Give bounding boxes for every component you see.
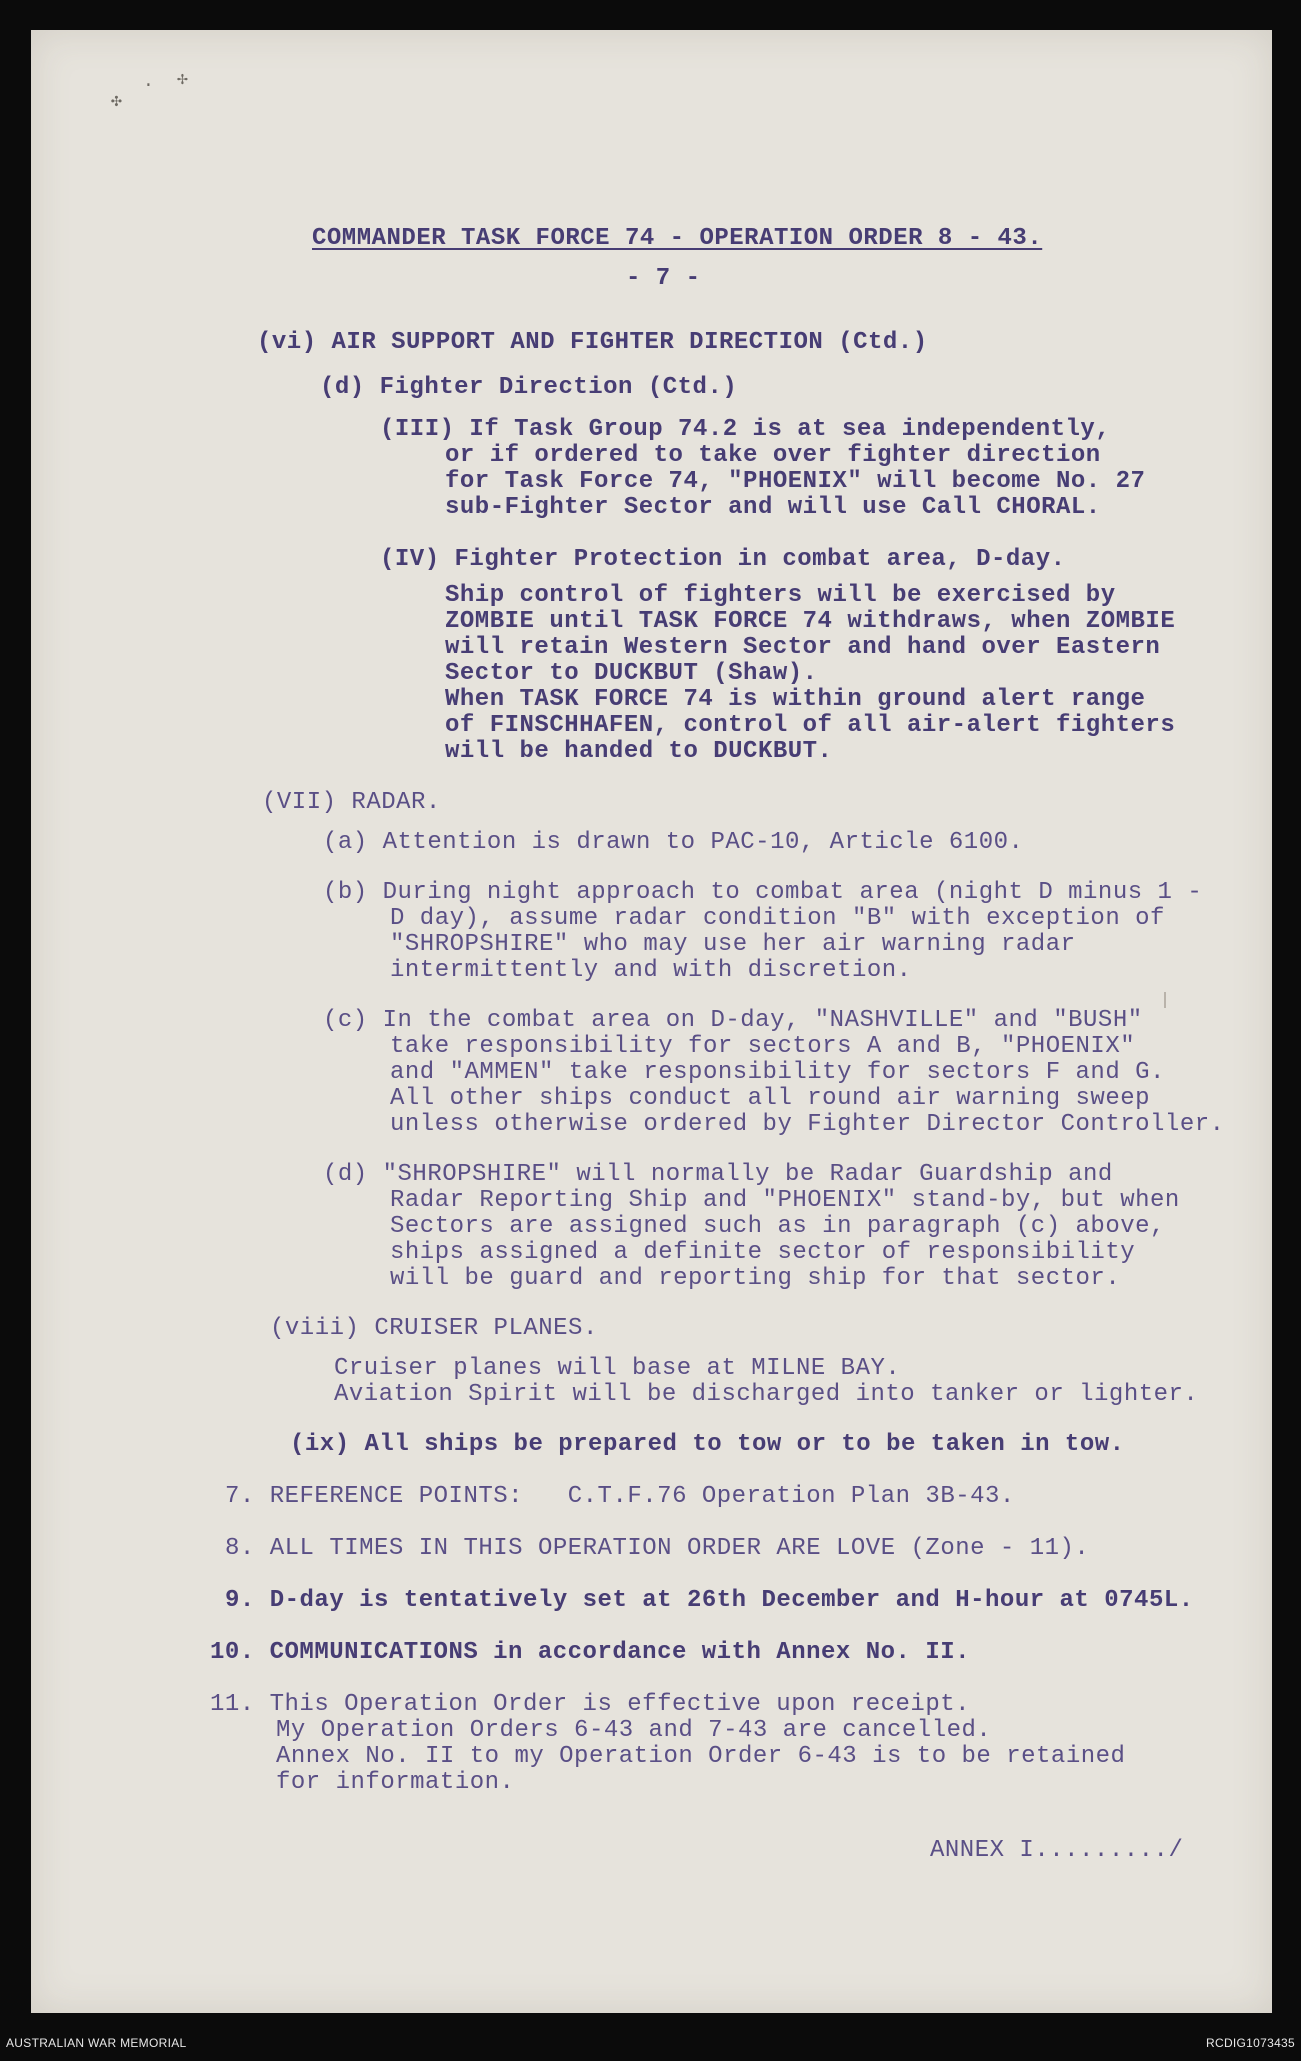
section-ix: (ix) All ships be prepared to tow or to be taken in tow. <box>290 1431 1125 1458</box>
item-iv-line-4: Sector to DUCKBUT (Shaw). <box>445 660 818 687</box>
radar-b-line-4: intermittently and with discretion. <box>390 957 912 984</box>
radar-c-line-4: All other ships conduct all round air warning sweep <box>390 1085 1151 1112</box>
pin-hole-mark: ✣ <box>111 92 122 112</box>
radar-c-line-1: (c) In the combat area on D-day, "NASHVILLE" and "BUSH" <box>323 1007 1143 1034</box>
paragraph-7: 7. REFERENCE POINTS: C.T.F.76 Operation Plan 3B-43. <box>225 1483 1015 1510</box>
paragraph-11-line-2: My Operation Orders 6-43 and 7-43 are cancelled. <box>276 1717 992 1744</box>
paragraph-9: 9. D-day is tentatively set at 26th December and H-hour at 0745L. <box>225 1587 1194 1614</box>
radar-d-line-5: will be guard and reporting ship for that sector. <box>390 1265 1121 1292</box>
paragraph-8: 8. ALL TIMES IN THIS OPERATION ORDER ARE LOVE (Zone - 11). <box>225 1535 1090 1562</box>
item-iv-line-3: will retain Western Sector and hand over Eastern <box>445 634 1161 661</box>
radar-c-line-2: take responsibility for sectors A and B, "PHOENIX" <box>390 1033 1136 1060</box>
margin-mark <box>1164 992 1166 1008</box>
section-vii-heading: (VII) RADAR. <box>262 789 441 816</box>
radar-d-line-1: (d) "SHROPSHIRE" will normally be Radar Guardship and <box>323 1161 1113 1188</box>
radar-d-line-2: Radar Reporting Ship and "PHOENIX" stand-by, but when <box>390 1187 1180 1214</box>
item-iv-line-6: of FINSCHHAFEN, control of all air-alert fighters <box>445 712 1176 739</box>
radar-a: (a) Attention is drawn to PAC-10, Article 6100. <box>323 829 1024 856</box>
footer-archive-name: AUSTRALIAN WAR MEMORIAL <box>6 2036 187 2050</box>
paragraph-11-line-3: Annex No. II to my Operation Order 6-43 is to be retained <box>276 1743 1126 1770</box>
item-iii-line-1: (III) If Task Group 74.2 is at sea independently, <box>380 416 1111 443</box>
paragraph-11-line-4: for information. <box>276 1769 515 1796</box>
radar-d-line-3: Sectors are assigned such as in paragraph (c) above, <box>390 1213 1165 1240</box>
pin-hole-mark: · <box>143 76 154 96</box>
section-viii-heading: (viii) CRUISER PLANES. <box>270 1315 598 1342</box>
radar-c-line-5: unless otherwise ordered by Fighter Director Controller. <box>390 1111 1225 1138</box>
radar-d-line-4: ships assigned a definite sector of responsibility <box>390 1239 1136 1266</box>
radar-b-line-1: (b) During night approach to combat area (night D minus 1 - <box>323 879 1203 906</box>
pin-hole-mark: ✢ <box>177 70 188 90</box>
radar-b-line-2: D day), assume radar condition "B" with exception of <box>390 905 1165 932</box>
radar-b-line-3: "SHROPSHIRE" who may use her air warning radar <box>390 931 1076 958</box>
annex-continuation: ANNEX I........./ <box>930 1837 1184 1864</box>
item-iv-heading: (IV) Fighter Protection in combat area, D-day. <box>380 546 1066 573</box>
paragraph-10: 10. COMMUNICATIONS in accordance with Annex No. II. <box>210 1639 971 1666</box>
section-vi-heading: (vi) AIR SUPPORT AND FIGHTER DIRECTION (Ctd.) <box>257 329 928 356</box>
page-number: - 7 - <box>626 265 701 292</box>
item-iv-line-5: When TASK FORCE 74 is within ground alert range <box>445 686 1146 713</box>
item-iv-line-7: will be handed to DUCKBUT. <box>445 738 833 765</box>
item-iv-line-2: ZOMBIE until TASK FORCE 74 withdraws, when ZOMBIE <box>445 608 1176 635</box>
paragraph-11-line-1: 11. This Operation Order is effective upon receipt. <box>210 1691 971 1718</box>
footer-record-id: RCDIG1073435 <box>1206 2036 1295 2050</box>
item-iii-line-2: or if ordered to take over fighter direction <box>445 442 1101 469</box>
document-title: COMMANDER TASK FORCE 74 - OPERATION ORDER 8 - 43. <box>312 225 1043 252</box>
item-iii-line-3: for Task Force 74, "PHOENIX" will become No. 27 <box>445 468 1146 495</box>
item-iii-line-4: sub-Fighter Sector and will use Call CHORAL. <box>445 494 1101 521</box>
item-iv-line-1: Ship control of fighters will be exercised by <box>445 582 1116 609</box>
cruiser-planes-line-2: Aviation Spirit will be discharged into tanker or lighter. <box>334 1381 1199 1408</box>
radar-c-line-3: and "AMMEN" take responsibility for sectors F and G. <box>390 1059 1165 1086</box>
cruiser-planes-line-1: Cruiser planes will base at MILNE BAY. <box>334 1355 901 1382</box>
subsection-d-heading: (d) Fighter Direction (Ctd.) <box>320 374 738 401</box>
